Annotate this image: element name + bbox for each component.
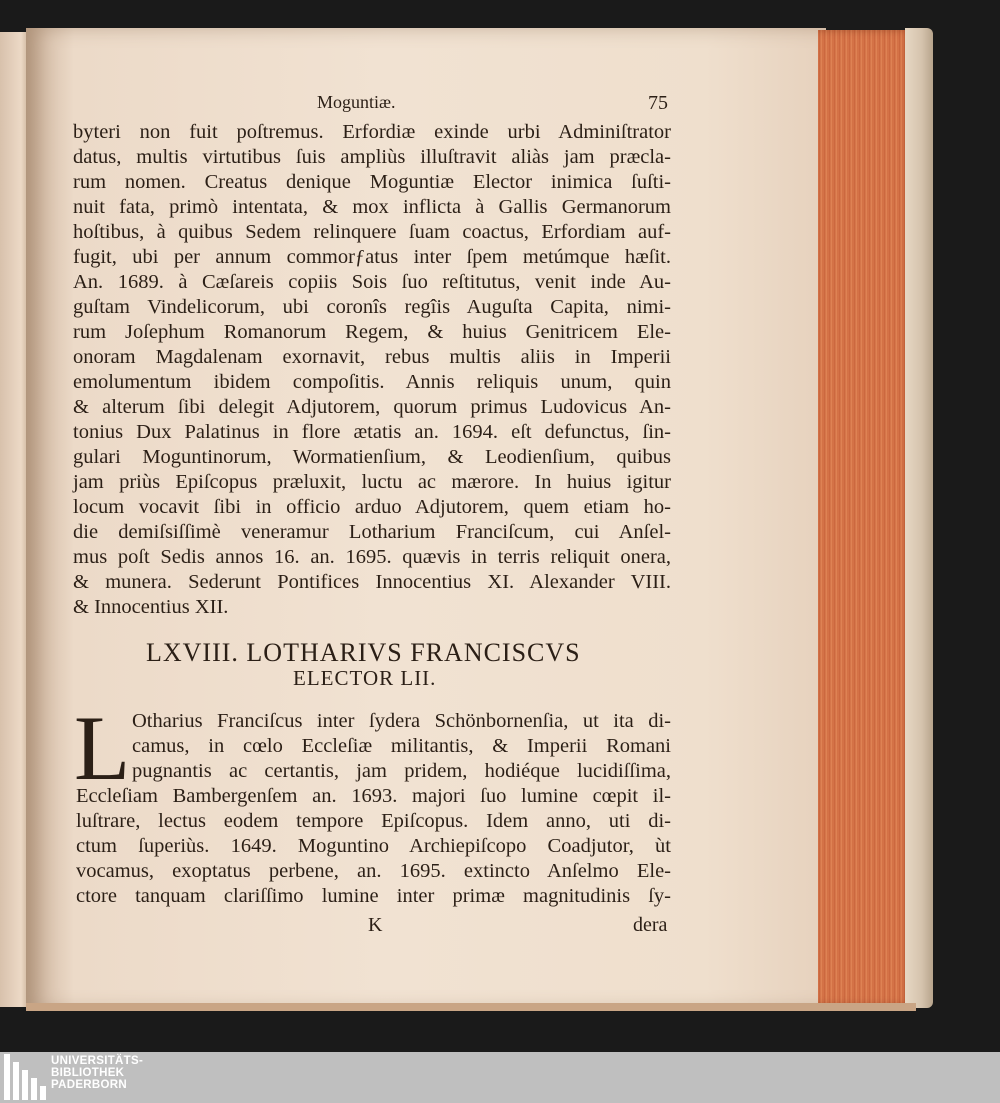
section-heading: LXVIII. LOTHARIVS FRANCISCVS [146,638,581,667]
text-line: gulari Moguntinorum, Wormatienſium, & Leodienſium, quibus [73,446,671,468]
text-line: & Innocentius XII. [73,596,229,618]
running-head: Moguntiæ. [317,92,396,112]
text-line: tonius Dux Palatinus in flore ætatis an. 1694. eſt defunctus, ſin- [73,421,671,443]
text-line: jam priùs Epiſcopus præluxit, luctu ac mærore. In huius igitur [73,471,671,493]
page-number: 75 [648,92,668,114]
text-line: ctum ſuperiùs. 1649. Moguntino Archiepiſcopo Coadjutor, ùt [76,835,671,857]
text-line: hoſtibus, à quibus Sedem relinquere ſuam coactus, Erfordiam auf- [73,221,671,243]
page-block-edge [818,30,914,1005]
text-line: mus poſt Sedis annos 16. an. 1695. quævis in terris reliquit onera, [73,546,671,568]
cover-edge [905,28,933,1008]
library-name[interactable] [51,1055,143,1091]
text-line: pugnantis ac certantis, jam pridem, hodiéque lucidiſſima, [132,760,671,782]
text-line: & alterum ſibi delegit Adjutorem, quorum primus Ludovicus An- [73,396,671,418]
drop-cap: L [74,697,131,799]
text-line: nuit fata, primò intentata, & mox inflicta à Gallis Germanorum [73,196,671,218]
library-logo-icon [2,1054,46,1100]
text-line: fugit, ubi per annum commorƒatus inter ſpem metúmque hæſit. [73,246,671,268]
text-line: Eccleſiam Bambergenſem an. 1693. majori ſuo lumine cœpit il- [76,785,671,807]
text-line: An. 1689. à Cæſareis copiis Sois ſuo reſtitutus, venit inde Au- [73,271,671,293]
text-line: onoram Magdalenam exornavit, rebus multis aliis in Imperii [73,346,671,368]
text-line: byteri non fuit poſtremus. Erfordiæ exinde urbi Adminiſtrator [73,121,671,143]
signature-mark: K [368,914,383,936]
text-line: emolumentum ibidem compoſitis. Annis reliquis unum, quin [73,371,671,393]
text-line: rum Joſephum Romanorum Regem, & huius Genitricem Ele- [73,321,671,343]
bottom-page-edge [26,1003,916,1011]
text-line: rum nomen. Creatus denique Moguntiæ Elector inimica ſuſti- [73,171,671,193]
text-line: camus, in cœlo Eccleſiæ militantis, & Imperii Romani [132,735,671,757]
section-subheading: ELECTOR LII. [293,666,437,690]
text-line: & munera. Sederunt Pontifices Innocentius XI. Alexander VIII. [73,571,671,593]
library-name-line: PADERBORN [51,1079,127,1091]
text-line: vocamus, exoptatus perbene, an. 1695. extincto Anſelmo Ele- [76,860,671,882]
text-line: locum vocavit ſibi in officio arduo Adjutorem, quem etiam ho- [73,496,671,518]
text-line: luſtrare, lectus eodem tempore Epiſcopus. Idem anno, uti di- [76,810,671,832]
text-line: Otharius Franciſcus inter ſydera Schönbornenſia, ut ita di- [132,710,671,732]
text-line: ctore tanquam clariſſimo lumine inter primæ magnitudinis ſy- [76,885,671,907]
text-line: guſtam Vindelicorum, ubi coronîs regîis Auguſta Capita, nimi- [73,296,671,318]
text-line: datus, multis virtutibus ſuis ampliùs illuſtravit aliàs jam præcla- [73,146,671,168]
text-line: die demiſsiſſimè veneramur Lotharium Franciſcum, cui Anſel- [73,521,671,543]
library-name-line: BIBLIOTHEK [51,1067,125,1079]
library-name-line: UNIVERSITÄTS- [51,1055,144,1067]
footer-bar [0,1052,1000,1103]
catchword: dera [633,914,668,936]
